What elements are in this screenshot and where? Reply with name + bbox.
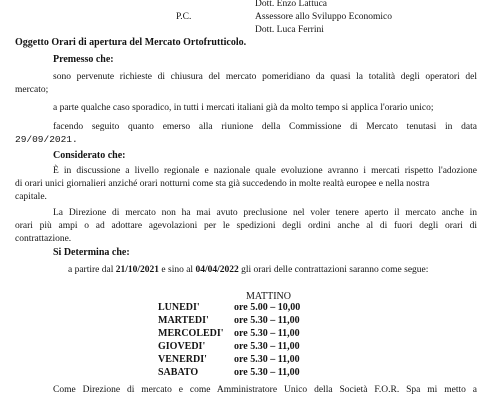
schedule-day: MARTEDI' (158, 315, 209, 326)
schedule-time: ore 5.30 – 11,00 (234, 367, 300, 378)
schedule-time: ore 5.30 – 11,00 (234, 354, 300, 365)
schedule-row (158, 328, 300, 340)
determina-mid: e sino al (161, 265, 194, 275)
premesso-p3-line1: facendo seguito quanto emerso alla riunione della Commissione di Mercato tenutasi in data (53, 122, 477, 132)
schedule-row (158, 315, 300, 327)
subject-line: Oggetto Orari di apertura del Mercato Ortofrutticolo. (15, 37, 247, 48)
schedule-row (158, 354, 300, 366)
schedule-time: ore 5.30 – 11,00 (234, 328, 300, 339)
pc-label: P.C. (176, 12, 192, 22)
schedule-time: ore 5.30 – 11,00 (234, 315, 300, 326)
premesso-p3-date: 29/09/2021. (15, 134, 78, 145)
schedule-row (158, 367, 300, 379)
considerato-p1-line3: capitale. (15, 192, 47, 202)
schedule-day: GIOVEDI' (158, 341, 206, 352)
date-from: 21/10/2021 (115, 265, 160, 275)
schedule-time: ore 5.00 – 10,00 (234, 302, 301, 313)
determina-suffix: gli orari delle contrattazioni saranno come segue: (241, 265, 429, 275)
recipient-assessore: Assessore allo Sviluppo Economico (255, 12, 392, 22)
date-to: 04/04/2022 (195, 265, 239, 275)
considerato-p2-line2: orari più ampi o ad adottare agevolazioni per le spedizioni degli ordini anche al di fuori degli orari di (15, 221, 477, 231)
considerato-p1-line2: di orari unici giornalieri anziché orari notturni come sta già succedendo in molte realtà europee e nella nostra (15, 179, 430, 189)
premesso-p2: a parte qualche caso sporadico, in tutti i mercati italiani già da molto tempo si applica l'orario unico; (53, 103, 434, 113)
premesso-heading: Premesso che: (53, 54, 114, 65)
premesso-p1-line1: sono pervenute richieste di chiusura del mercato pomeridiano da quasi la totalità degli operatori del (53, 72, 477, 82)
considerato-p2-line3: contrattazione. (15, 234, 72, 244)
schedule-day: SABATO (158, 367, 199, 378)
schedule-column-title: MATTINO (246, 291, 291, 302)
considerato-p2-line1: La Direzione di mercato non ha mai avuto preclusione nel voler tenere aperto il mercato anche in (53, 208, 477, 218)
premesso-p1-line2: mercato; (15, 85, 49, 95)
schedule-day: MERCOLEDI' (158, 328, 224, 339)
recipient-lattuca: Dott. Enzo Lattuca (255, 0, 328, 9)
schedule-row (158, 302, 300, 314)
considerato-heading: Considerato che: (53, 150, 126, 161)
schedule-row (158, 341, 300, 353)
determina-line (68, 264, 428, 276)
considerato-p1-line1: È in discussione a livello regionale e nazionale quale evoluzione avranno i mercati rispetto l'adozione (53, 166, 477, 176)
schedule-day: LUNEDI' (158, 302, 200, 313)
schedule-day: VENERDI' (158, 354, 207, 365)
determina-prefix: a partire dal (68, 265, 114, 275)
closing-line1: Come Direzione di mercato e come Amministratore Unico della Società F.O.R. Spa mi metto a (53, 385, 477, 395)
recipient-ferrini: Dott. Luca Ferrini (255, 25, 324, 35)
schedule-time: ore 5.30 – 11,00 (234, 341, 300, 352)
determina-heading: Si Determina che: (53, 247, 130, 258)
